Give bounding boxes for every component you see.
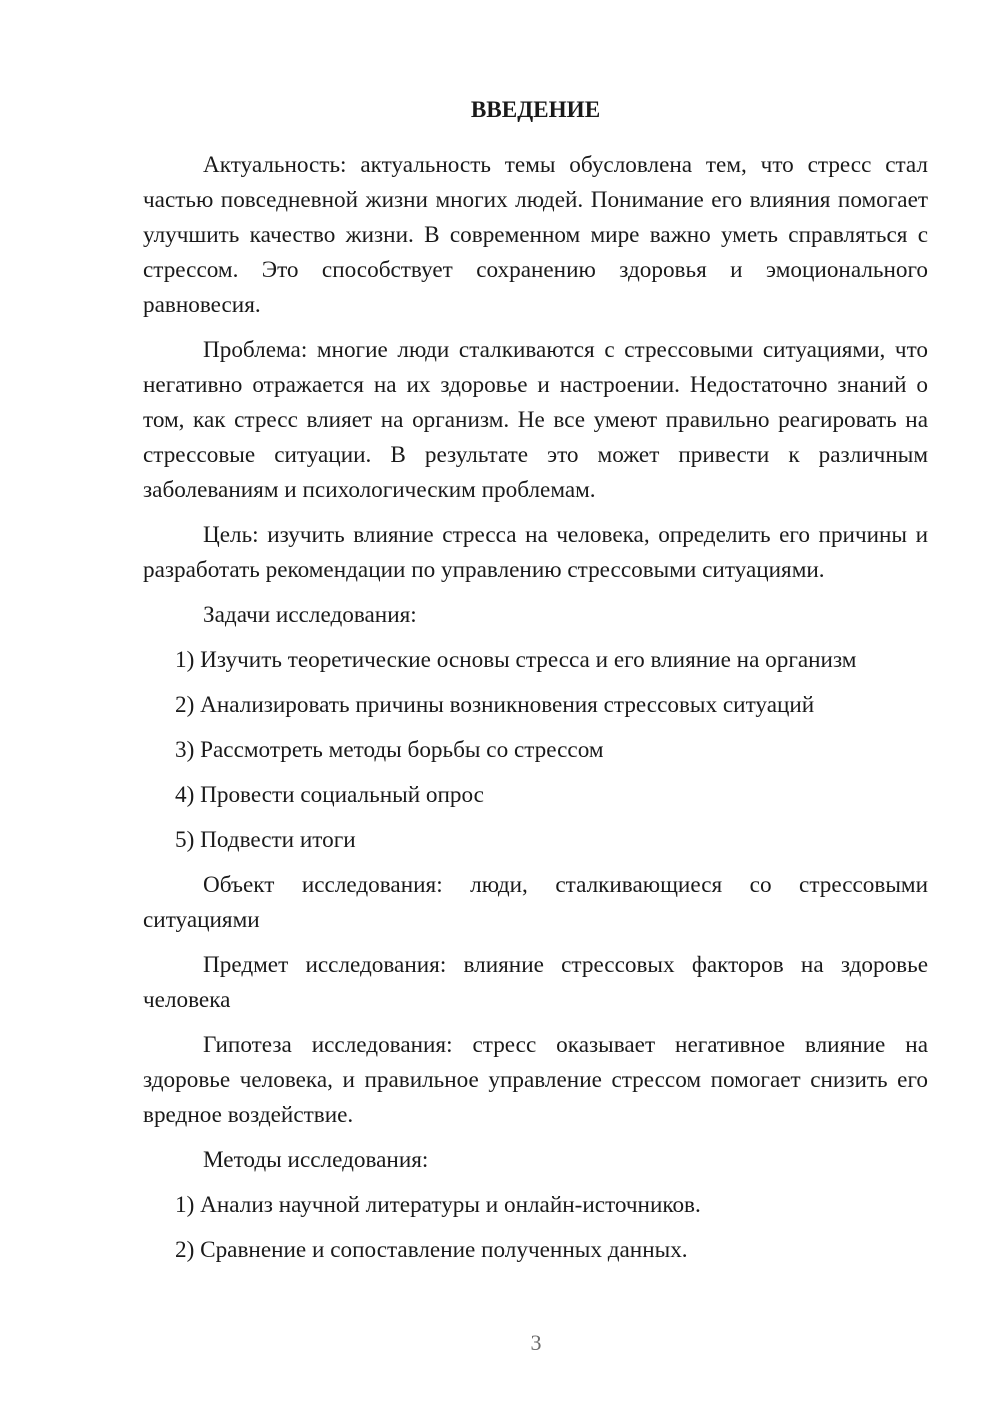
object-paragraph: Объект исследования: люди, сталкивающиеся со стрессовыми ситуациями bbox=[143, 872, 928, 933]
methods-list bbox=[143, 1188, 928, 1268]
method-item: 1) Анализ научной литературы и онлайн-источников. bbox=[175, 1192, 701, 1218]
task-item: 2) Анализировать причины возникновения стрессовых ситуаций bbox=[175, 692, 815, 718]
page-number: 3 bbox=[530, 1330, 542, 1355]
task-item: 3) Рассмотреть методы борьбы со стрессом bbox=[175, 737, 604, 763]
section-heading: ВВЕДЕНИЕ bbox=[470, 97, 601, 123]
subject-paragraph: Предмет исследования: влияние стрессовых факторов на здоровье человека bbox=[143, 952, 928, 1013]
goal-paragraph: Цель: изучить влияние стресса на человека, определить его причины и разработать рекомендации по управлению стрессовыми ситуациями. bbox=[143, 522, 928, 583]
tasks-label: Задачи исследования: bbox=[203, 602, 417, 628]
task-item: 1) Изучить теоретические основы стресса и его влияние на организм bbox=[175, 647, 857, 673]
methods-label: Методы исследования: bbox=[203, 1147, 429, 1173]
method-item: 2) Сравнение и сопоставление полученных данных. bbox=[175, 1237, 688, 1263]
hypothesis-paragraph: Гипотеза исследования: стресс оказывает негативное влияние на здоровье человека, и правильное управление стрессом помогает снизить его вредное воздействие. bbox=[143, 1032, 928, 1128]
task-item: 5) Подвести итоги bbox=[175, 827, 356, 853]
problem-paragraph: Проблема: многие люди сталкиваются с стрессовыми ситуациями, что негативно отражается на их здоровье и настроении. Недостаточно знаний о том, как стресс влияет на организм. Не все умеют правильно реагировать на стрессовые ситуации. В результате это может привести к различным заболеваниям и психологическим проблемам. bbox=[143, 337, 928, 503]
tasks-list bbox=[143, 643, 928, 858]
relevance-paragraph: Актуальность: актуальность темы обусловлена тем, что стресс стал частью повседневной жизни многих людей. Понимание его влияния помогает улучшить качество жизни. В современном мире важно уметь справляться с стрессом. Это способствует сохранению здоровья и эмоционального равновесия. bbox=[143, 152, 928, 318]
document-page bbox=[143, 92, 928, 1278]
task-item: 4) Провести социальный опрос bbox=[175, 782, 484, 808]
